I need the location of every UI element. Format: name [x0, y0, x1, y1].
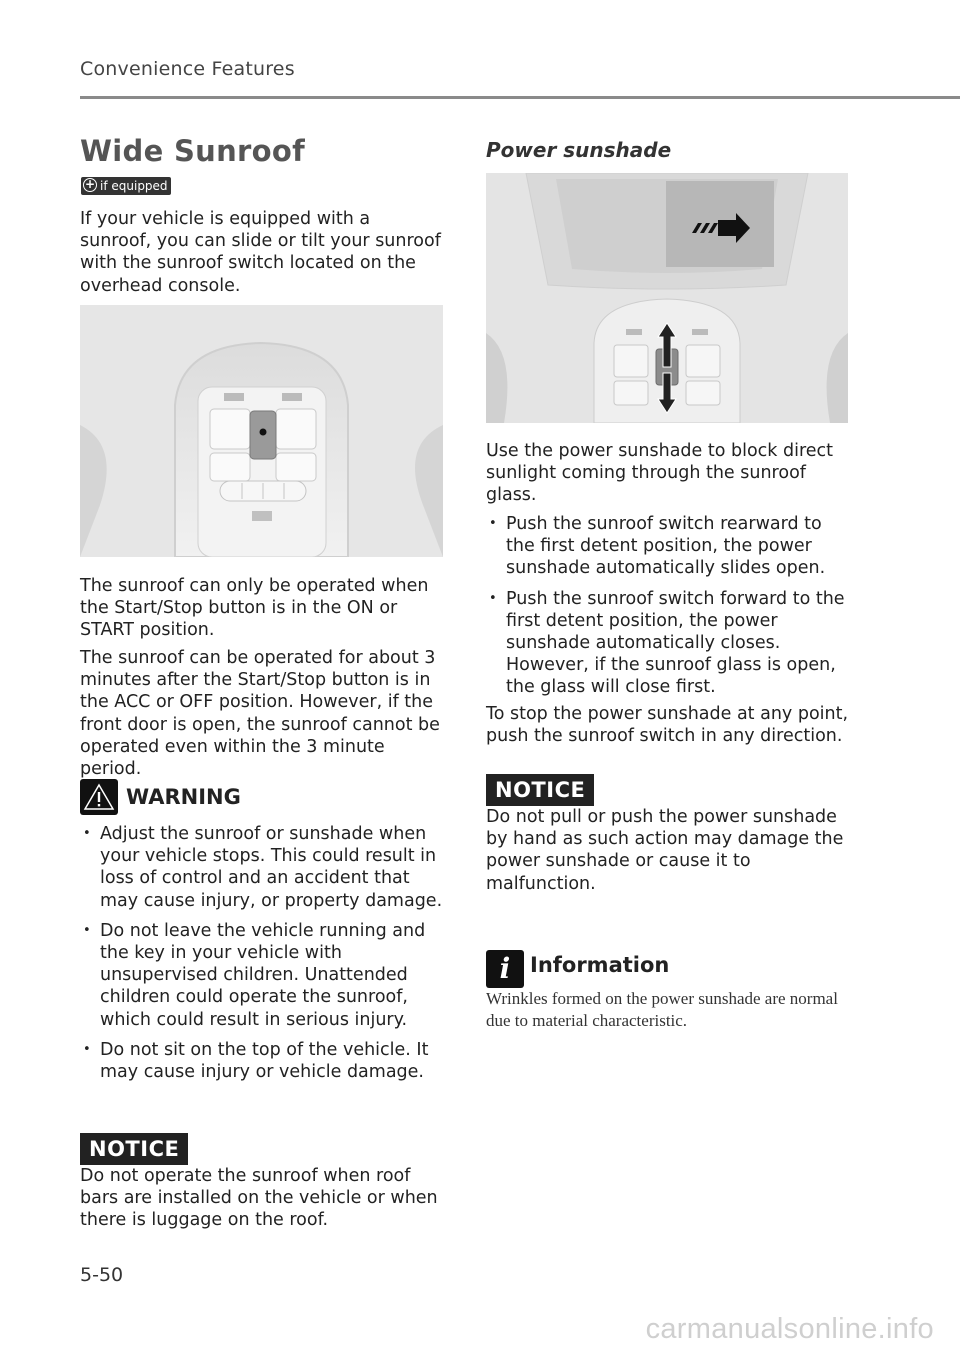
sunshade-step: • Push the sunroof switch forward to the first detent position, the power sunshade automatically closes. However, if the sunroof glass is open, the glass will close first. [486, 588, 850, 699]
sunshade-intro: Use the power sunshade to block direct sunlight coming through the sunroof glass. [486, 441, 834, 506]
warning-triangle-icon [80, 779, 118, 815]
notice-text-left: Do not operate the sunroof when roof bars are installed on the vehicle or when there is luggage on the roof. [80, 1166, 438, 1231]
notice-badge-left: NOTICE [80, 1133, 188, 1165]
intro-paragraph: If your vehicle is equipped with a sunroof, you can slide or tilt your sunroof with the sunroof switch located on the overhead console. [80, 209, 441, 296]
overhead-console-illustration [80, 305, 443, 557]
power-sunshade-title: Power sunshade [486, 138, 672, 162]
information-label: Information [530, 953, 670, 977]
if-equipped-badge [81, 177, 171, 195]
sunshade-stop-text: To stop the power sunshade at any point, push the sunroof switch in any direction. [486, 704, 849, 747]
operation-paragraph-1: The sunroof can only be operated when the Start/Stop button is in the ON or START position. [80, 576, 429, 641]
section-header-title: Convenience Features [80, 58, 295, 80]
sunshade-steps-list [486, 513, 850, 707]
notice-text-right: Do not pull or push the power sunshade by hand as such action may damage the power sunshade or cause it to malfunction. [486, 807, 844, 894]
operation-paragraph-2: The sunroof can be operated for about 3 minutes after the Start/Stop button is in the ACC or OFF position. However, if the front door is open, the sunroof cannot be operated even within the 3 minute period. [80, 648, 440, 780]
power-sunshade-illustration [486, 173, 848, 423]
info-icon: i [486, 950, 524, 988]
section-title: Wide Sunroof [80, 134, 305, 168]
badge-label: if equipped [100, 179, 168, 193]
warning-item: • Do not leave the vehicle running and the key in your vehicle with unsupervised children. Unattended children could operate the sunroof, which could result in serious injury. [80, 920, 444, 1031]
warning-item: • Do not sit on the top of the vehicle. It may cause injury or vehicle damage. [80, 1039, 444, 1083]
header-divider [80, 96, 960, 99]
warning-item: • Adjust the sunroof or sunshade when your vehicle stops. This could result in loss of control and an accident that may cause injury, or property damage. [80, 823, 444, 912]
plus-icon: + [84, 177, 96, 191]
watermark: carmanualsonline.info [645, 1313, 934, 1345]
notice-badge-right: NOTICE [486, 774, 594, 806]
warning-list [80, 823, 444, 1091]
sunshade-step: • Push the sunroof switch rearward to the first detent position, the power sunshade automatically slides open. [486, 513, 850, 580]
page-number: 5-50 [80, 1264, 124, 1286]
information-text: Wrinkles formed on the power sunshade are normal due to material characteristic. [486, 989, 838, 1030]
warning-label: WARNING [126, 785, 241, 809]
